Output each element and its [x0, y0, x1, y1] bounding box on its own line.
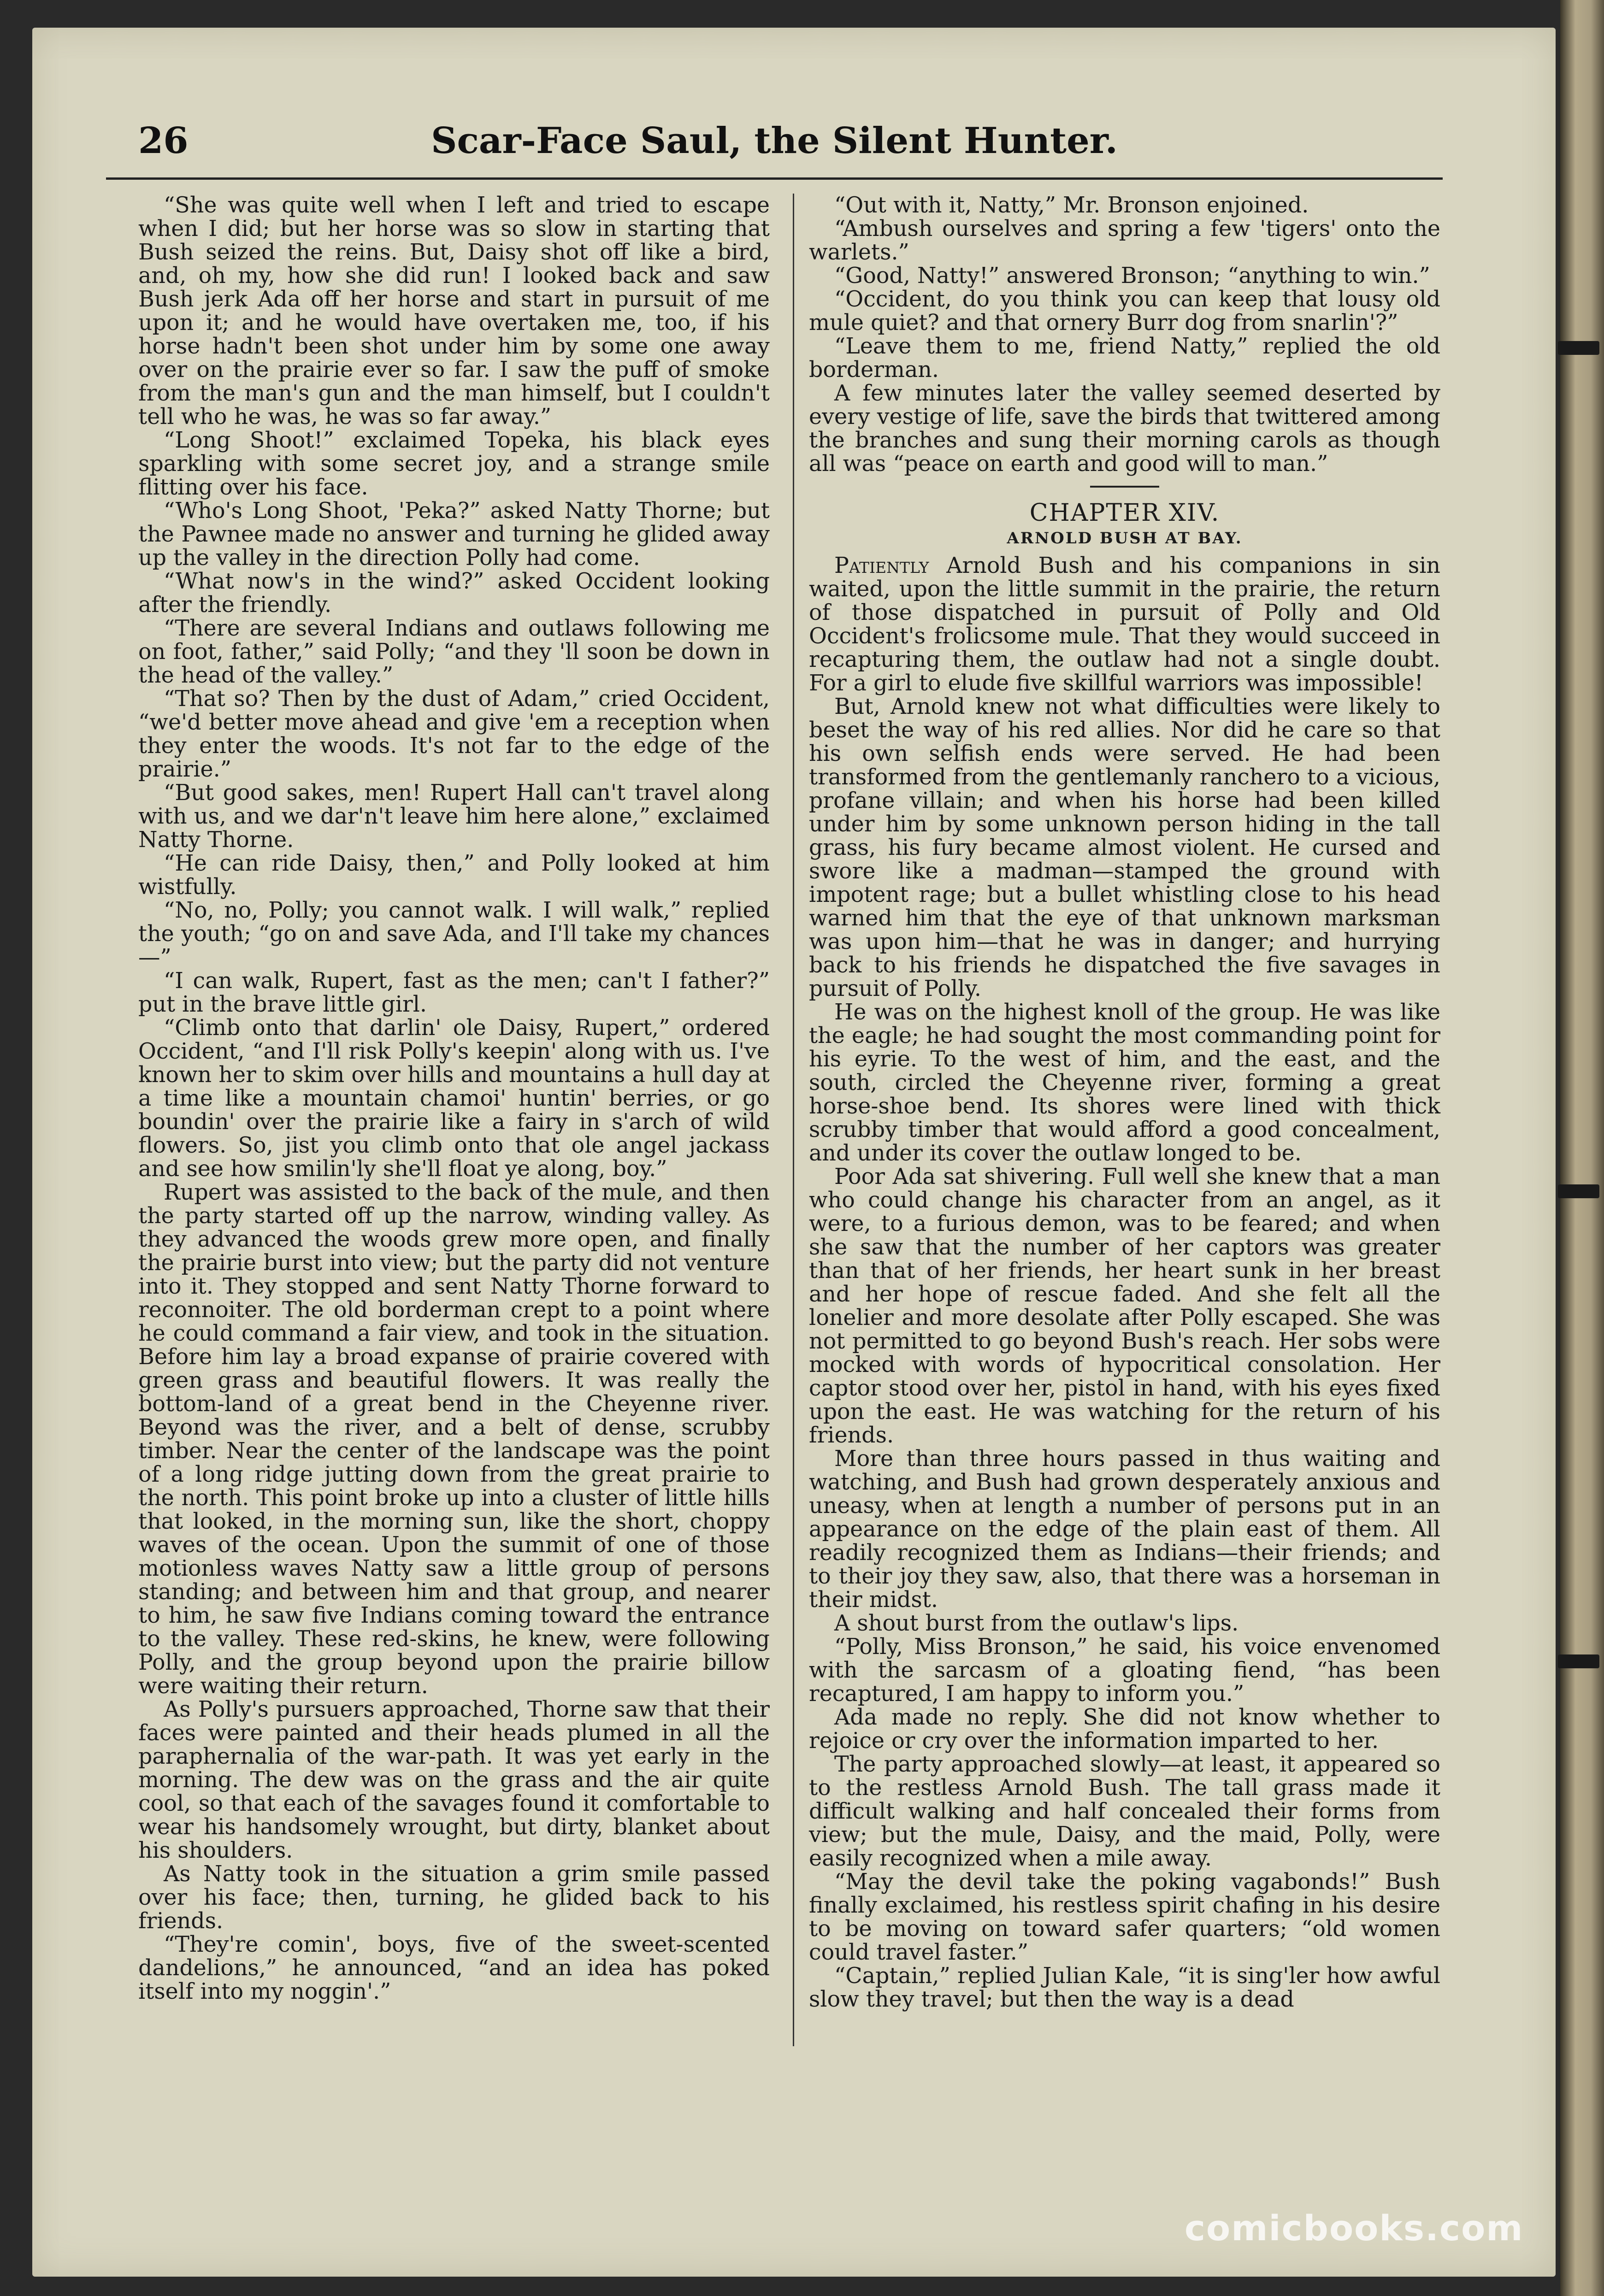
paragraph: As Polly's pursuers approached, Thorne saw that their faces were painted and their heads plumed in all the paraphernalia of the war-path. It was yet early in the morning. The dew was on the grass and the air quite cool, so that each of the savages found it comfortable to wear his handsomely wrought, but dirty, blanket about his shoulders. — [138, 1697, 770, 1863]
paragraph: The party approached slowly—at least, it appeared so to the restless Arnold Bush. The tall grass made it difficult walking and half concealed their forms from view; but the mule, Daisy, and the maid, Polly, were easily recognized when a mile away. — [809, 1752, 1440, 1871]
right-column — [809, 194, 1440, 2011]
paragraph: Rupert was assisted to the back of the mule, and then the party started off up the narrow, winding valley. As they advanced the woods grew more open, and finally the prairie burst into view; but the party did not venture into it. They stopped and sent Natty Thorne forward to reconnoiter. The old borderman crept to a point where he could command a fair view, and took in the situation. Before him lay a broad expanse of prairie covered with green grass and beautiful flowers. It was really the bottom-land of a great bend in the Cheyenne river. Beyond was the river, and a belt of dense, scrubby timber. Near the center of the landscape was the point of a long ridge jutting down from the great prairie to the north. This point broke up into a cluster of little hills that looked, in the morning sun, like the short, choppy waves of the ocean. Upon the summit of one of those motionless waves Natty saw a little group of persons standing; and between him and that group, and nearer to him, he saw five Indians coming toward the entrance to the valley. These red-skins, he knew, were following Polly, and the group beyond upon the prairie billow were waiting their return. — [138, 1180, 770, 1699]
paragraph: “Long Shoot!” exclaimed Topeka, his black eyes sparkling with some secret joy, and a strange smile flitting over his face. — [138, 428, 770, 500]
paragraph: “Out with it, Natty,” Mr. Bronson enjoined. — [834, 193, 1309, 218]
paragraph: “Ambush ourselves and spring a few 'tigers' onto the warlets.” — [809, 216, 1440, 265]
paragraph: “Polly, Miss Bronson,” he said, his voice envenomed with the sarcasm of a gloating fiend, “has been recaptured, I am happy to inform you.” — [809, 1634, 1440, 1707]
paragraph: “No, no, Polly; you cannot walk. I will walk,” replied the youth; “go on and save Ada, and I'll take my chances—” — [138, 898, 770, 970]
header-rule — [106, 177, 1443, 180]
paragraph: “Climb onto that darlin' ole Daisy, Rupert,” ordered Occident, “and I'll risk Polly's keepin' along with us. I've known her to skim over hills and mountains a hull day at a time like a mountain chamoi' huntin' berries, or go boundin' over the prairie like a fairy in s'arch of wild flowers. So, jist you climb onto that ole angel jackass and see how smilin'ly she'll float ye along, boy.” — [138, 1015, 770, 1182]
paragraph: More than three hours passed in thus waiting and watching, and Bush had grown desperately anxious and uneasy, when at length a number of persons put in an appearance on the edge of the plain east of them. All readily recognized them as Indians—their friends; and to their joy they saw, also, that there was a horseman in their midst. — [809, 1446, 1440, 1613]
paragraph: “May the devil take the poking vagabonds!” Bush finally exclaimed, his restless spirit chafing in his desire to be moving on toward safer quarters; “old women could travel faster.” — [809, 1869, 1440, 1965]
page-number: 26 — [138, 120, 189, 162]
paragraph: Poor Ada sat shivering. Full well she knew that a man who could change his character from an angel, as it were, to a furious demon, was to be feared; and when she saw that the number of her captors was greater than that of her friends, her heart sunk in her breast and her hope of rescue faded. And she felt all the lonelier and more desolate after Polly escaped. She was not permitted to go beyond Bush's reach. Her sobs were mocked with words of hypocritical consolation. Her captor stood over her, pistol in hand, with his eyes fixed upon the east. He was watching for the return of his friends. — [809, 1164, 1440, 1448]
paragraph: “I can walk, Rupert, fast as the men; can't I father?” put in the brave little girl. — [138, 968, 770, 1017]
paragraph-text: Arnold Bush and his companions in sin waited, upon the little summit in the prairie, the return of those dispatched in pursuit of Polly and Old Occident's frolicsome mule. That they would succeed in recapturing them, the outlaw had not a single doubt. For a girl to elude five skillful warriors was impossible! — [809, 553, 1440, 696]
paragraph: “They're comin', boys, five of the sweet-scented dandelions,” he announced, “and an idea has poked itself into my noggin'.” — [138, 1932, 770, 2004]
staple — [1558, 1184, 1599, 1198]
running-title: Scar-Face Saul, the Silent Hunter. — [431, 120, 1118, 162]
paragraph: “She was quite well when I left and tried to escape when I did; but her horse was so slow in starting that Bush seized the reins. But, Daisy shot off like a bird, and, oh my, how she did run! I looked back and saw Bush jerk Ada off her horse and start in pursuit of me upon it; and he would have overtaken me, too, if his horse hadn't been shot under him by some one away over on the prairie ever so far. I saw the puff of smoke from the man's gun and the man himself, but I couldn't tell who he was, he was so far away.” — [138, 193, 770, 430]
paragraph: “What now's in the wind?” asked Occident looking after the friendly. — [138, 569, 770, 618]
paragraph: A few minutes later the valley seemed deserted by every vestige of life, save the birds that twittered among the branches and sung their morning carols as though all was “peace on earth and good will to man.” — [809, 381, 1440, 477]
paragraph: But, Arnold knew not what difficulties were likely to beset the way of his red allies. Nor did he care so that his own selfish ends were served. He had been transformed from the gentlemanly ranchero to a vicious, profane villain; and when his horse had been killed under him by some unknown person hiding in the tall grass, his fury became almost violent. He cursed and swore like a madman—stamped the ground with impotent rage; but a bullet whistling close to his head warned him that the eye of that unknown marksman was upon him—that he was in danger; and hurrying back to his friends he dispatched the five savages in pursuit of Polly. — [809, 694, 1440, 1001]
paragraph: “Captain,” replied Julian Kale, “it is sing'ler how awful slow they travel; but then the way is a dead — [809, 1963, 1440, 2012]
paragraph: “He can ride Daisy, then,” and Polly looked at him wistfully. — [138, 851, 770, 900]
paragraph: “Good, Natty!” answered Bronson; “anything to win.” — [834, 263, 1430, 288]
page-header — [106, 120, 1443, 171]
column-divider — [793, 194, 794, 2046]
paragraph — [809, 554, 1440, 695]
paragraph: “Who's Long Shoot, 'Peka?” asked Natty Thorne; but the Pawnee made no answer and turning he glided away up the valley in the direction Polly had come. — [138, 498, 770, 571]
paragraph: “That so? Then by the dust of Adam,” cried Occident, “we'd better move ahead and give 'em a reception when they enter the woods. It's not far to the edge of the prairie.” — [138, 686, 770, 782]
chapter-title: CHAPTER XIV. — [1029, 499, 1220, 527]
paragraph: As Natty took in the situation a grim smile passed over his face; then, turning, he glided back to his friends. — [138, 1861, 770, 1934]
lead-word: Patiently — [834, 553, 929, 578]
left-column — [138, 194, 770, 2003]
chapter-subtitle: ARNOLD BUSH AT BAY. — [1007, 529, 1243, 548]
paragraph: “Leave them to me, friend Natty,” replied the old borderman. — [809, 334, 1440, 383]
paragraph: “There are several Indians and outlaws following me on foot, father,” said Polly; “and they 'll soon be down in the head of the valley.” — [138, 616, 770, 688]
paragraph: “Occident, do you think you can keep that lousy old mule quiet? and that ornery Burr dog from snarlin'?” — [809, 287, 1440, 336]
paragraph: A shout burst from the outlaw's lips. — [834, 1611, 1239, 1636]
paragraph: “But good sakes, men! Rupert Hall can't travel along with us, and we dar'n't leave him here alone,” exclaimed Natty Thorne. — [138, 780, 770, 853]
section-separator — [1090, 486, 1159, 488]
staple — [1558, 341, 1599, 355]
watermark: comicbooks.com — [1185, 2208, 1524, 2249]
staple — [1558, 1654, 1599, 1668]
paragraph: Ada made no reply. She did not know whether to rejoice or cry over the information imparted to her. — [809, 1705, 1440, 1754]
paragraph: He was on the highest knoll of the group. He was like the eagle; he had sought the most commanding point for his eyrie. To the west of him, and the east, and the south, circled the Cheyenne river, forming a great horse-shoe bend. Its shores were lined with thick scrubby timber that would afford a good concealment, and under its cover the outlaw longed to be. — [809, 1000, 1440, 1166]
